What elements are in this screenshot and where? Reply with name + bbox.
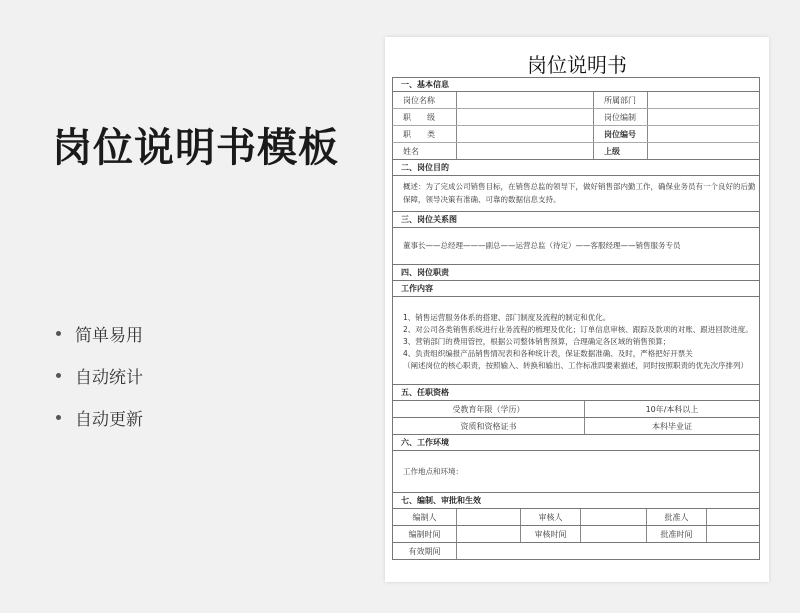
approval-value[interactable] xyxy=(707,509,759,525)
bullet-icon xyxy=(56,415,61,420)
section-header: 五、任职资格 xyxy=(392,385,760,401)
duty-line: 4、负责组织编报产品销售情况表和各种统计表，保证数据准确、及时，严格把好开票关 xyxy=(403,349,693,358)
purpose-text: 保障，领导决策有准确、可靠的数据信息支持。 xyxy=(403,195,561,204)
field-label: 岗位名称 xyxy=(393,92,457,108)
table-row xyxy=(392,509,760,526)
field-value[interactable] xyxy=(457,143,594,159)
purpose-text: 概述：为了完成公司销售目标，在销售总监的领导下，做好销售部内勤工作，确保业务员有一个良好的后勤 xyxy=(403,182,756,191)
approval-value[interactable] xyxy=(707,526,759,542)
feature-item: 自动统计 xyxy=(56,354,143,396)
text-block xyxy=(392,176,760,212)
approval-label: 审核时间 xyxy=(521,526,581,542)
approval-value[interactable] xyxy=(581,509,647,525)
table-row xyxy=(392,401,760,418)
feature-list xyxy=(56,312,143,438)
feature-item: 简单易用 xyxy=(56,312,143,354)
qualification-label: 资质和资格证书 xyxy=(393,418,585,434)
table-row xyxy=(392,526,760,543)
duty-line: （阐述岗位的核心职责，按照输入、转换和输出、工作标准四要素描述，同时按照职责的优先次序排列） xyxy=(403,361,748,370)
text-block xyxy=(392,228,760,265)
field-value[interactable] xyxy=(648,126,759,142)
field-value[interactable] xyxy=(648,92,759,108)
text-block xyxy=(392,451,760,493)
approval-label: 批准时间 xyxy=(647,526,707,542)
table-row xyxy=(392,543,760,560)
approval-value[interactable] xyxy=(581,526,647,542)
approval-value[interactable] xyxy=(457,526,521,542)
section-header: 一、基本信息 xyxy=(392,77,760,92)
table-row xyxy=(392,109,760,126)
relationship-text: 董事长——总经理———副总——运营总监（待定）——客服经理——销售服务专员 xyxy=(403,241,681,250)
section-header: 七、编制、审批和生效 xyxy=(392,493,760,509)
field-value[interactable] xyxy=(648,109,759,125)
section-header: 三、岗位关系图 xyxy=(392,212,760,228)
form-table xyxy=(392,77,760,582)
qualification-label: 受教育年限（学历） xyxy=(393,401,585,417)
field-value[interactable] xyxy=(457,109,594,125)
qualification-value[interactable]: 10年/本科以上 xyxy=(645,404,699,414)
table-row xyxy=(392,418,760,435)
field-label: 姓名 xyxy=(393,143,457,159)
field-label: 岗位编号 xyxy=(594,126,648,142)
duty-line: 3、营销部门的费用管控，根据公司整体销售预算，合理确定各区域的销售预算； xyxy=(403,337,671,346)
section-header: 二、岗位目的 xyxy=(392,160,760,176)
field-label: 上级 xyxy=(594,143,648,159)
subsection-header: 工作内容 xyxy=(392,281,760,297)
bullet-icon xyxy=(56,331,61,336)
field-label: 职 级 xyxy=(393,109,457,125)
bullet-icon xyxy=(56,373,61,378)
approval-label: 有效期间 xyxy=(393,543,457,559)
approval-label: 批准人 xyxy=(647,509,707,525)
table-row xyxy=(392,143,760,160)
field-value[interactable] xyxy=(457,92,594,108)
document-preview xyxy=(385,37,769,582)
field-label: 职 类 xyxy=(393,126,457,142)
duty-line: 1、销售运营服务体系的搭建、部门制度及流程的制定和优化。 xyxy=(403,313,611,322)
approval-value[interactable] xyxy=(457,543,759,559)
table-row xyxy=(392,92,760,109)
text-block xyxy=(392,297,760,385)
field-label: 所属部门 xyxy=(594,92,648,108)
field-value[interactable] xyxy=(648,143,759,159)
section-header: 四、岗位职责 xyxy=(392,265,760,281)
approval-label: 审核人 xyxy=(521,509,581,525)
duty-line: 2、对公司各类销售系统进行业务流程的梳理及优化；订单信息审核、跟踪及款项的对账、跟进回款进度。 xyxy=(403,325,753,334)
qualification-value[interactable]: 本科毕业证 xyxy=(652,421,692,431)
approval-label: 编制人 xyxy=(393,509,457,525)
approval-value[interactable] xyxy=(457,509,521,525)
field-value[interactable] xyxy=(457,126,594,142)
field-label: 岗位编制 xyxy=(594,109,648,125)
environment-text: 工作地点和环境： xyxy=(403,467,463,476)
section-header: 六、工作环境 xyxy=(392,435,760,451)
approval-label: 编制时间 xyxy=(393,526,457,542)
feature-item: 自动更新 xyxy=(56,396,143,438)
table-row xyxy=(392,126,760,143)
document-title: 岗位说明书 xyxy=(527,53,627,77)
hero-title: 岗位说明书模板 xyxy=(52,125,339,171)
